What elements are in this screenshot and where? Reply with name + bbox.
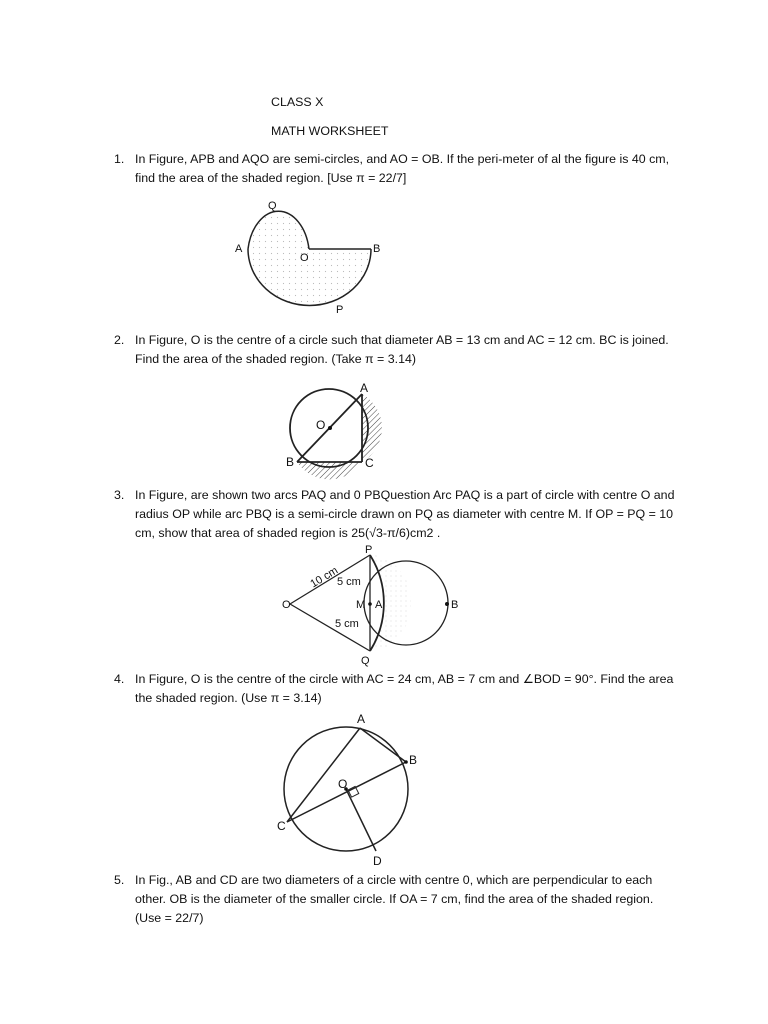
label-b: B xyxy=(373,243,381,255)
label-o: O xyxy=(316,418,326,432)
question-number: 5. xyxy=(114,873,125,887)
shaded-segment-bc xyxy=(297,462,362,479)
label-c: C xyxy=(365,456,374,470)
label-op-length: 10 cm xyxy=(308,564,341,591)
question-text-line: the shaded region. (Use π = 3.14) xyxy=(135,691,322,705)
point-b xyxy=(445,602,449,606)
point-b xyxy=(404,760,408,764)
figure-1-semicircles xyxy=(228,196,388,320)
question-text-line: In Figure, O is the centre of the circle with AC = 24 cm, AB = 7 cm and ∠BOD = 90°. Find the area xyxy=(135,672,674,686)
label-m: M xyxy=(356,599,366,611)
chord-ca xyxy=(287,728,360,822)
question-text-line: (Use = 22/7) xyxy=(135,911,204,925)
question-text-line: radius OP while arc PBQ is a semi-circle drawn on PQ as diameter with centre M. If OP = PQ = 10 xyxy=(135,507,674,521)
question-text-line: find the area of the shaded region. [Use π = 22/7] xyxy=(135,171,407,185)
label-a: A xyxy=(375,599,383,611)
chord-ab xyxy=(360,728,406,762)
figure-2-circle-triangle xyxy=(282,378,382,474)
label-p: P xyxy=(365,544,373,556)
question-number: 4. xyxy=(114,672,125,686)
label-mq-length: 5 cm xyxy=(335,618,359,630)
label-a: A xyxy=(235,243,243,255)
diameter-cb xyxy=(287,762,406,822)
question-number: 1. xyxy=(114,152,125,166)
radius-od xyxy=(346,789,376,851)
question-text-line: cm, show that area of shaded region is 25(√3-π/6)cm2 . xyxy=(135,526,441,540)
label-q: Q xyxy=(268,200,277,212)
class-label: CLASS X xyxy=(271,95,324,109)
question-text-line: In Fig., AB and CD are two diameters of a circle with centre 0, which are perpendicular to each xyxy=(135,873,653,887)
question-text-line: other. OB is the diameter of the smaller circle. If OA = 7 cm, find the area of the shaded region. xyxy=(135,892,654,906)
label-pm-length: 5 cm xyxy=(337,576,361,588)
label-a: A xyxy=(357,712,366,726)
label-q: Q xyxy=(361,655,370,667)
question-text-line: In Figure, APB and AQO are semi-circles, and AO = OB. If the peri-meter of al the figure is 40 cm, xyxy=(135,152,670,166)
label-o: O xyxy=(300,252,309,264)
label-c: C xyxy=(277,819,286,833)
label-b: B xyxy=(409,753,418,767)
centre-m-point xyxy=(368,602,372,606)
label-o: O xyxy=(282,599,291,611)
question-number: 2. xyxy=(114,333,125,347)
question-text-line: Find the area of the shaded region. (Take π = 3.14) xyxy=(135,352,416,366)
worksheet-title: MATH WORKSHEET xyxy=(271,124,389,138)
question-number: 3. xyxy=(114,488,125,502)
shaded-segment-ac xyxy=(362,394,382,462)
question-text-line: In Figure, are shown two arcs PAQ and 0 PBQuestion Arc PAQ is a part of circle with centre O and xyxy=(135,488,675,502)
label-o: O xyxy=(338,777,348,791)
label-b: B xyxy=(286,455,295,469)
question-text-line: In Figure, O is the centre of a circle such that diameter AB = 13 cm and AC = 12 cm. BC is joined. xyxy=(135,333,669,347)
label-d: D xyxy=(373,854,382,868)
label-a: A xyxy=(360,381,369,395)
figure-4-circle xyxy=(274,710,424,870)
label-p: P xyxy=(336,304,344,316)
centre-point xyxy=(328,426,332,430)
shaded-region xyxy=(248,211,371,305)
label-b: B xyxy=(451,599,459,611)
figure-3-arcs xyxy=(280,544,466,668)
